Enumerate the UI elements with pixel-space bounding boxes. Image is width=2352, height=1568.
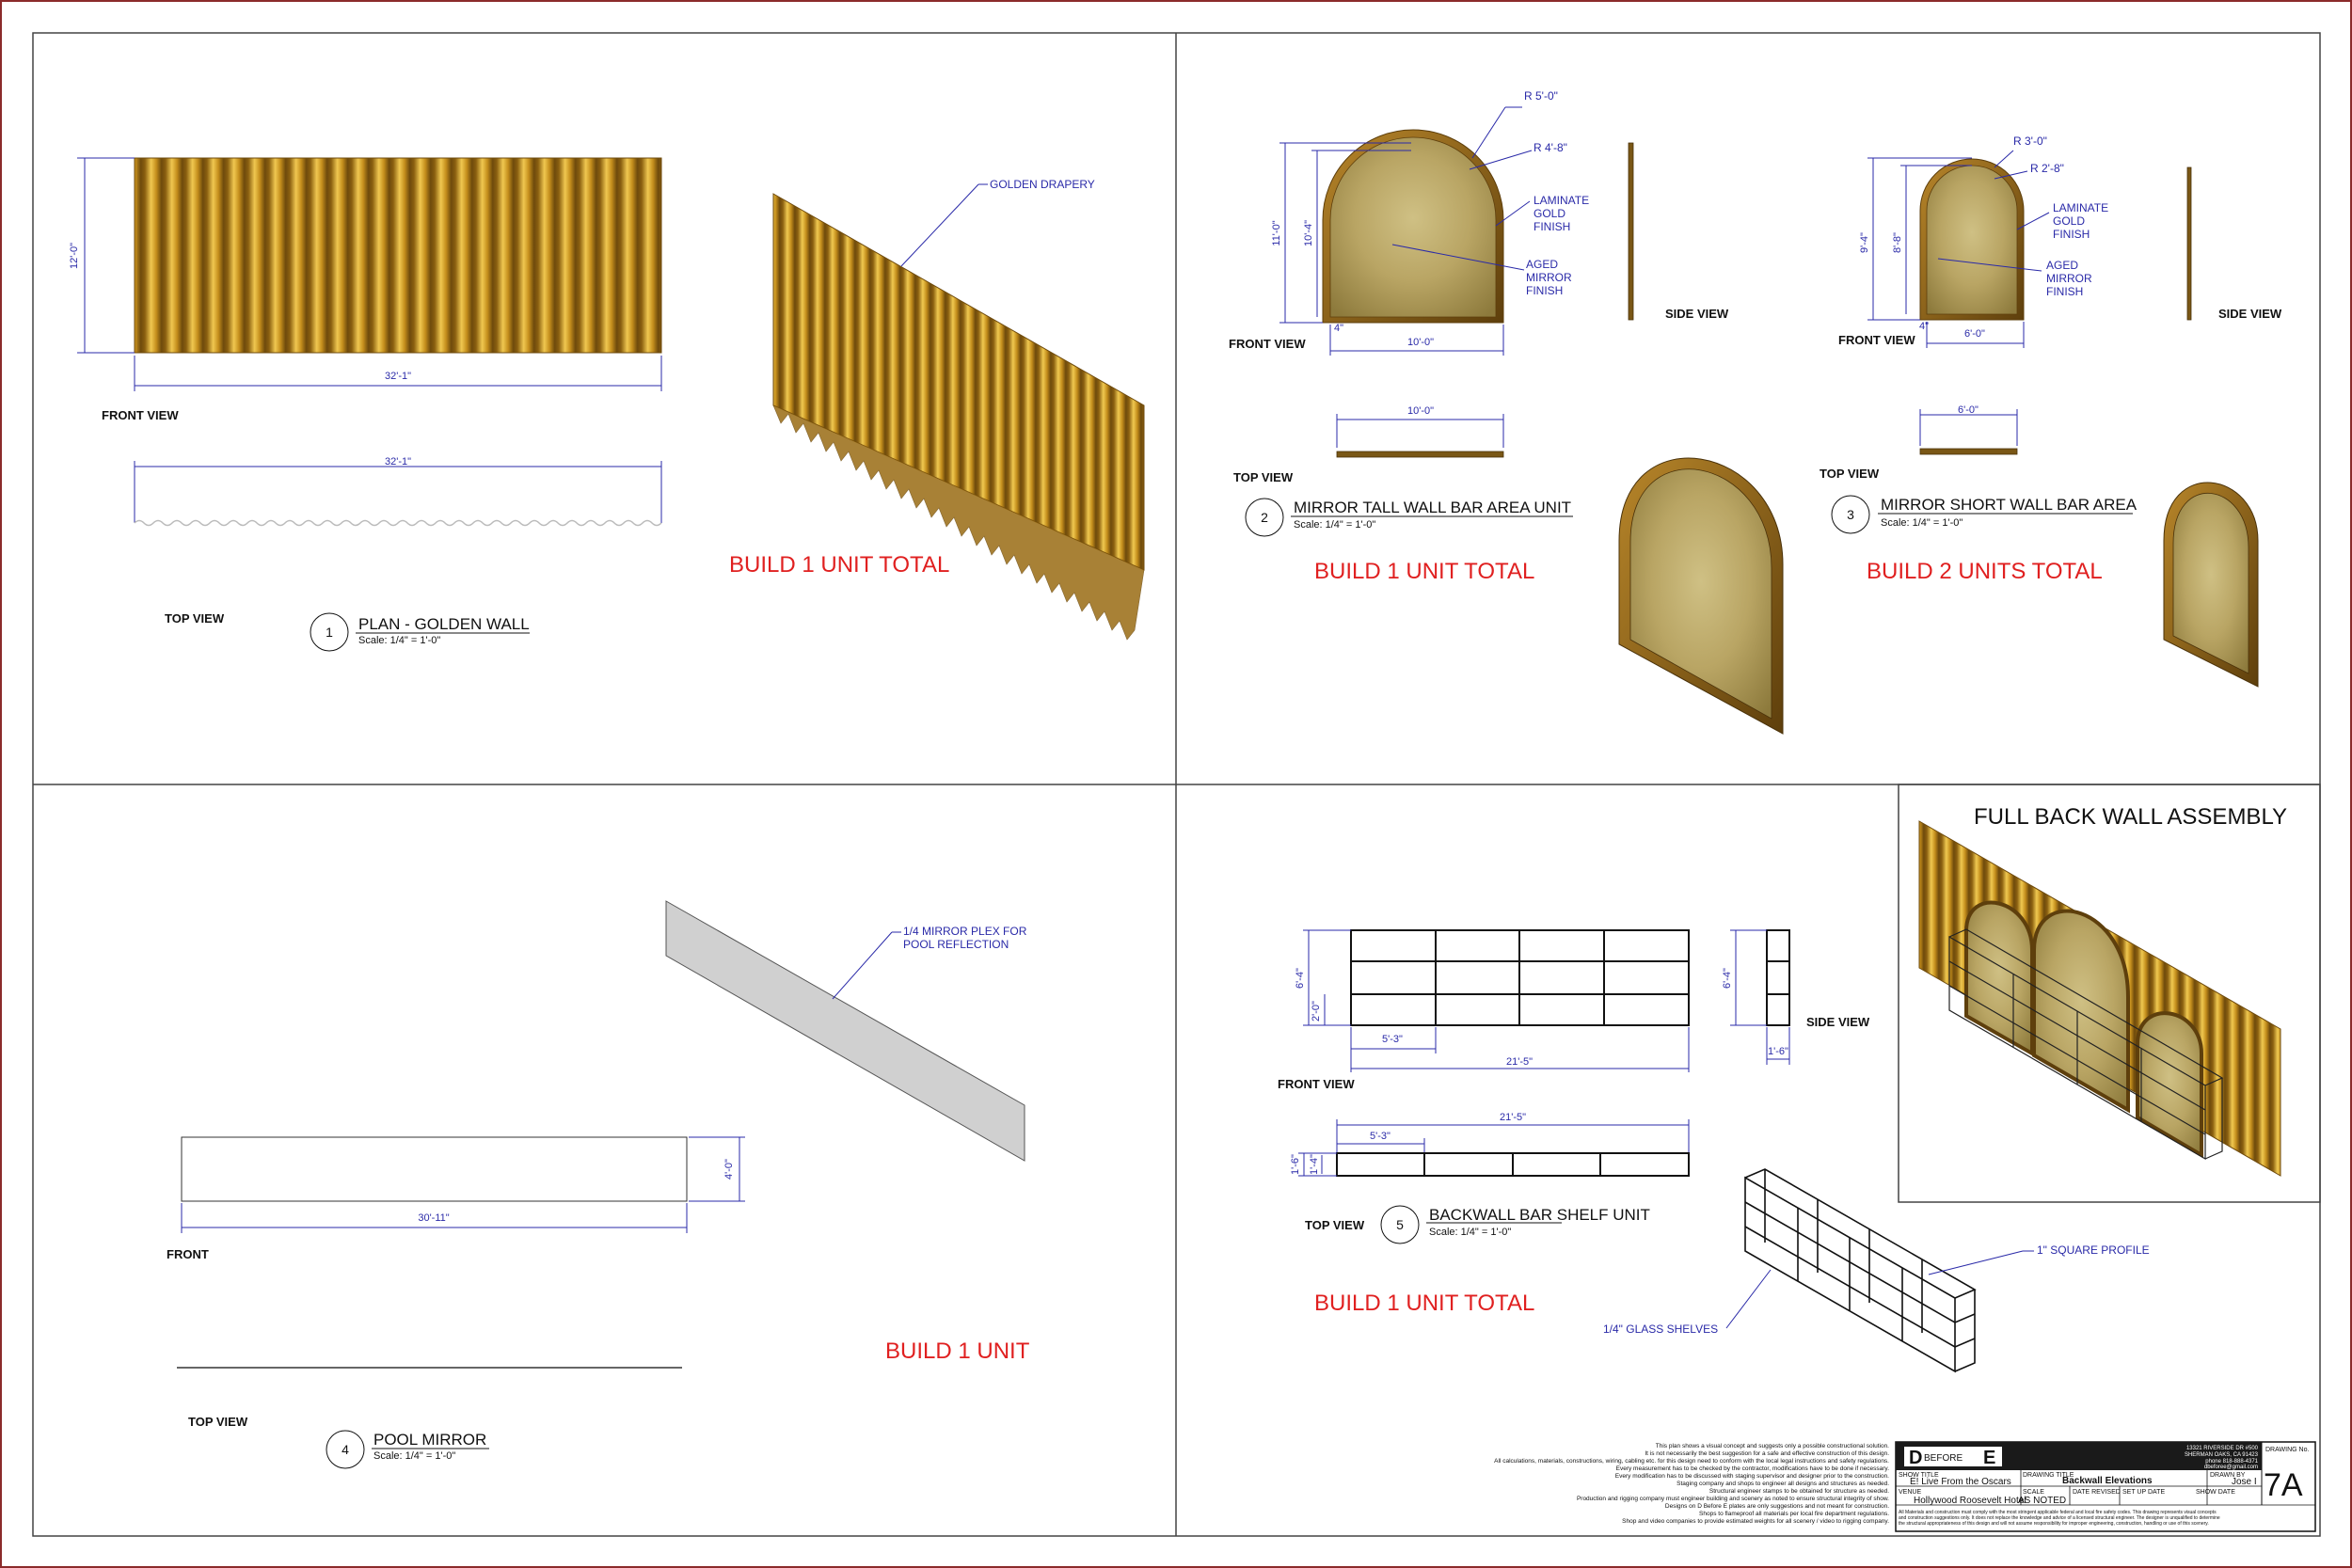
short-mirror-note-1: AGED <box>2046 259 2079 272</box>
tall-height-outer: 11'-0" <box>1271 220 1282 246</box>
tall-outer-radius: R 5'-0" <box>1524 89 1558 103</box>
drawn-by: Jose I <box>2232 1477 2257 1487</box>
disclaimer-line: Shops to flameproof all materials per local fire department regulations. <box>1699 1511 1889 1517</box>
short-mirror-note-3: FINISH <box>2046 285 2084 298</box>
address-line: SHERMAN OAKS, CA 91423 <box>2184 1452 2258 1458</box>
detail-title: POOL MIRROR <box>373 1431 487 1449</box>
date-revised-label: DATE REVISED <box>2073 1489 2121 1496</box>
short-laminate-note-3: FINISH <box>2053 228 2090 241</box>
tall-mirror-note-3: FINISH <box>1526 284 1564 297</box>
drawing-title: Backwall Elevations <box>2062 1476 2153 1486</box>
short-inner-radius: R 2'-8" <box>2030 162 2064 175</box>
short-side-view-profile <box>2187 167 2191 320</box>
detail-scale: Scale: 1/4" = 1'-0" <box>358 635 441 646</box>
side-height-dimension: 6'-4" <box>1722 968 1733 989</box>
detail-title: MIRROR SHORT WALL BAR AREA <box>1881 496 2137 514</box>
pool-mirror-front-elevation <box>182 1137 687 1201</box>
disclaimer-notes <box>1494 1443 1889 1525</box>
drawn-by-label: DRAWN BY <box>2210 1472 2246 1479</box>
side-depth-dimension: 1'-6" <box>1768 1046 1788 1057</box>
detail-number: 2 <box>1261 510 1268 525</box>
short-mirror-glass <box>1927 166 2017 314</box>
title-block <box>1896 1442 2315 1531</box>
disclaimer-line: It is not necessarily the best suggestion for a safe and effective construction of this design. <box>1645 1450 1889 1457</box>
short-frame-thickness: 4" <box>1919 321 1930 332</box>
top-depth-outer: 1'-6" <box>1290 1154 1301 1175</box>
tall-inner-radius: R 4'-8" <box>1534 141 1567 154</box>
detail-scale: Scale: 1/4" = 1'-0" <box>1294 519 1376 531</box>
disclaimer-line: Shop and video companies to provide estimated weights for all scenery / video to rigging company. <box>1622 1518 1889 1525</box>
front-view-label: FRONT VIEW <box>102 408 179 422</box>
top-width-dimension: 21'-5" <box>1499 1112 1527 1123</box>
golden-drapery-callout: GOLDEN DRAPERY <box>990 178 1095 191</box>
wall-height-dimension: 12'-0" <box>69 242 80 270</box>
tall-top-view-label: TOP VIEW <box>1233 470 1294 484</box>
assembly-mirror-left <box>1966 903 2032 1053</box>
top-bay-dimension: 5'-3" <box>1370 1131 1391 1142</box>
drawing-number: 7A <box>2264 1467 2303 1503</box>
tall-laminate-note-2: GOLD <box>1534 207 1566 220</box>
disclaimer-line: Production and rigging company must engineer building and scenery as noted to ensure structural integrity of show. <box>1576 1496 1889 1502</box>
tall-mirror-glass <box>1330 137 1496 317</box>
glass-shelves-callout: 1/4" GLASS SHELVES <box>1603 1323 1719 1336</box>
detail-scale: Scale: 1/4" = 1'-0" <box>373 1450 456 1462</box>
pool-mirror-width-dimension: 30'-11" <box>418 1212 450 1224</box>
short-height-outer: 9'-4" <box>1859 232 1870 253</box>
short-width-dimension: 6'-0" <box>1964 328 1985 340</box>
side-view-label: SIDE VIEW <box>1806 1015 1870 1029</box>
disclaimer-line: All calculations, materials, constructions, wiring, cabling etc. for this design need to conform with the local legal instructions and safety regulations. <box>1494 1458 1889 1465</box>
show-title-label: SHOW TITLE <box>1899 1472 1939 1479</box>
detail-number: 4 <box>342 1442 349 1457</box>
short-mirror-note-2: MIRROR <box>2046 272 2092 285</box>
front-view-label: FRONT VIEW <box>1278 1077 1355 1091</box>
fine-print-line: the structural appropriateness of this design and will not assume responsibility for improper engineering, construction, handling or use of this scenery. <box>1899 1521 2209 1527</box>
tall-front-view-label: FRONT VIEW <box>1229 337 1306 351</box>
shelf-top-plan <box>1337 1153 1689 1176</box>
disclaimer-line: Designs on D Before E plates are only suggestions and not meant for construction. <box>1664 1503 1889 1510</box>
detail-title: MIRROR TALL WALL BAR AREA UNIT <box>1294 499 1572 516</box>
shelf-bay-dimension: 5'-3" <box>1382 1034 1403 1045</box>
tall-height-inner: 10'-4" <box>1303 219 1314 247</box>
front-label: FRONT <box>167 1247 209 1261</box>
build-quantity-label: BUILD 2 UNITS TOTAL <box>1867 559 2103 584</box>
shelf-side-elevation <box>1767 930 1789 1025</box>
fine-print-line: All Materials and construction must comply with the most stringent applicable federal and local fire safety codes. This drawing represents visual concepts <box>1899 1510 2217 1515</box>
short-top-plan <box>1920 449 2017 454</box>
detail-title: BACKWALL BAR SHELF UNIT <box>1429 1206 1650 1224</box>
build-quantity-label: BUILD 1 UNIT TOTAL <box>1314 1291 1535 1316</box>
tall-width-dimension: 10'-0" <box>1406 337 1435 348</box>
assembly-mirror-center <box>2034 911 2128 1110</box>
build-quantity-label: BUILD 1 UNIT TOTAL <box>729 552 950 578</box>
fine-print-line: and construction suggestions only. It does not replace the knowledge and advice of a licensed structural engineer. The designer is unqualified to determine <box>1899 1515 2220 1521</box>
address-line: 13321 RIVERSIDE DR #500 <box>2185 1446 2258 1451</box>
top-view-label: TOP VIEW <box>188 1415 248 1429</box>
tall-laminate-note-3: FINISH <box>1534 220 1571 233</box>
shelf-front-elevation <box>1351 930 1689 1025</box>
assembly-title: FULL BACK WALL ASSEMBLY <box>1974 804 2288 830</box>
top-view-label: TOP VIEW <box>165 611 225 626</box>
tall-side-view-profile <box>1629 143 1633 320</box>
top-view-label: TOP VIEW <box>1305 1218 1365 1232</box>
detail-number: 3 <box>1847 507 1854 522</box>
build-quantity-label: BUILD 1 UNIT <box>885 1338 1030 1364</box>
panel-pool-mirror <box>167 901 1030 1468</box>
wall-top-plan-wave <box>135 521 661 526</box>
top-depth-inner: 1'-4" <box>1309 1154 1320 1175</box>
shelf-height-dimension: 6'-4" <box>1295 968 1306 989</box>
short-top-view-label: TOP VIEW <box>1820 467 1880 481</box>
build-quantity-label: BUILD 1 UNIT TOTAL <box>1314 559 1535 584</box>
panel-mirror-tall <box>1229 89 1783 734</box>
short-top-width-dimension: 6'-0" <box>1958 404 1979 416</box>
scale-value: AS NOTED <box>2018 1496 2067 1506</box>
disclaimer-line: Structural engineer stamps to be obtained for structure as needed. <box>1708 1488 1889 1495</box>
tall-mirror-note-1: AGED <box>1526 258 1559 271</box>
drawing-number-label: DRAWING No. <box>2265 1447 2310 1453</box>
short-side-view-label: SIDE VIEW <box>2218 307 2282 321</box>
golden-wall-front-elevation <box>135 158 661 353</box>
short-outer-radius: R 3'-0" <box>2013 135 2047 148</box>
detail-scale: Scale: 1/4" = 1'-0" <box>1429 1227 1512 1238</box>
tall-frame-thickness: 4" <box>1334 323 1344 334</box>
email-line: dbeforee@gmail.com <box>2203 1465 2258 1470</box>
detail-scale: Scale: 1/4" = 1'-0" <box>1881 517 1963 529</box>
disclaimer-line: Every modification has to be discussed with staging supervisor and designer prior to the construction. <box>1614 1473 1889 1480</box>
panel-mirror-short <box>1820 135 2282 687</box>
logo-mid: BEFORE <box>1924 1453 1963 1464</box>
show-title: E! Live From the Oscars <box>1910 1477 2011 1487</box>
venue-label: VENUE <box>1899 1489 1922 1496</box>
assembly-panel <box>1899 784 2320 1202</box>
setup-date-label: SET UP DATE <box>2122 1489 2166 1496</box>
scale-label: SCALE <box>2023 1489 2044 1496</box>
pool-mirror-callout-2: POOL REFLECTION <box>903 938 1009 951</box>
short-laminate-note-1: LAMINATE <box>2053 201 2109 214</box>
shelf-tier-dimension: 2'-0" <box>1311 1001 1322 1022</box>
square-profile-callout: 1" SQUARE PROFILE <box>2037 1243 2150 1257</box>
panel-golden-wall <box>69 158 1144 651</box>
detail-number: 1 <box>326 625 333 640</box>
tall-side-view-label: SIDE VIEW <box>1665 307 1729 321</box>
show-date-label: SHOW DATE <box>2196 1489 2235 1496</box>
detail-number: 5 <box>1396 1217 1404 1232</box>
wall-top-width-dimension: 32'-1" <box>384 456 412 467</box>
phone-line: phone 818-888-4371 <box>2205 1459 2258 1465</box>
short-height-inner: 8'-8" <box>1892 232 1903 253</box>
tall-laminate-note-1: LAMINATE <box>1534 194 1590 207</box>
pool-mirror-height-dimension: 4'-0" <box>723 1159 735 1180</box>
disclaimer-line: Every measurement has to be checked by the contractor, modifications have to be done if necessary. <box>1615 1465 1889 1472</box>
short-laminate-note-2: GOLD <box>2053 214 2086 228</box>
logo-e: E <box>1983 1448 1996 1468</box>
logo-d: D <box>1909 1448 1923 1468</box>
shelf-isometric <box>1745 1169 1975 1371</box>
pool-mirror-callout-1: 1/4 MIRROR PLEX FOR <box>903 925 1027 938</box>
tall-mirror-note-2: MIRROR <box>1526 271 1572 284</box>
venue: Hollywood Roosevelt Hotel <box>1914 1496 2026 1506</box>
tall-top-width-dimension: 10'-0" <box>1406 405 1435 417</box>
shelf-width-dimension: 21'-5" <box>1505 1056 1534 1068</box>
disclaimer-line: This plan shows a visual concept and suggests only a possible constructional solution. <box>1655 1443 1889 1449</box>
detail-title: PLAN - GOLDEN WALL <box>358 615 530 633</box>
disclaimer-line: Staging company and shops to engineer all designs and structures as needed. <box>1677 1481 1889 1487</box>
wall-width-dimension: 32'-1" <box>384 371 412 382</box>
short-front-view-label: FRONT VIEW <box>1838 333 1915 347</box>
drawing-title-label: DRAWING TITLE <box>2023 1472 2074 1479</box>
tall-top-plan <box>1337 451 1503 457</box>
